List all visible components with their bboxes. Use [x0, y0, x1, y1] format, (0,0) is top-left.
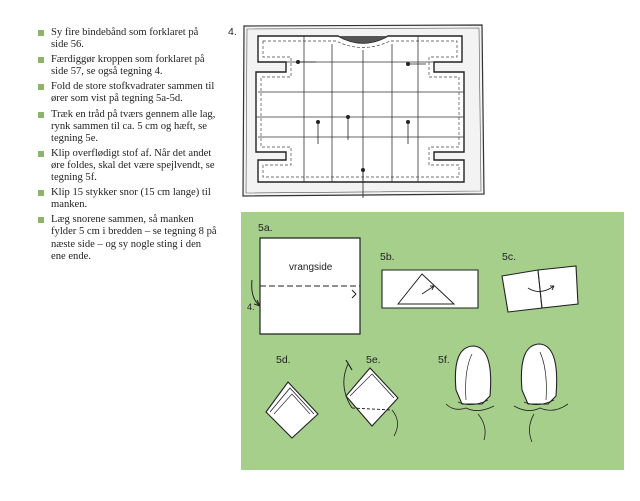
bullet-square-icon [38, 57, 44, 63]
bullet-square-icon [38, 30, 44, 36]
instruction-text: Træk en tråd på tværs gennem alle lag, rynk sammen til ca. 5 cm og hæft, se tegning 5e. [51, 108, 216, 144]
instruction-text: Færdiggør kroppen som forklaret på side 57, se også tegning 4. [51, 54, 205, 78]
figure-5b-label: 5b. [380, 251, 395, 263]
instruction-text: Læg snorene sammen, så manken fylder 5 cm i bredden – se tegning 8 på næste side – og sy nogle sting i den ene ende. [51, 214, 217, 262]
instruction-text: Klip overflødigt stof af. Når det andet øre foldes, skal det være spejlvendt, se tegning 5f. [51, 147, 215, 184]
figure-5d-label: 5d. [276, 354, 291, 366]
instruction-item [38, 187, 218, 211]
bullet-square-icon [38, 84, 44, 90]
instruction-text: Fold de store stofkvadrater sammen til ører som vist på tegning 5a-5d. [51, 81, 215, 105]
figure-5a-label: 5a. [258, 222, 273, 234]
instruction-item [38, 214, 218, 262]
figure-4-label: 4. [228, 26, 237, 38]
figure-5d-folded [262, 372, 322, 442]
figure-5a-text: vrangside [289, 262, 333, 273]
figure-5c-label: 5c. [502, 251, 517, 263]
instruction-item [38, 27, 218, 51]
instruction-text: Klip 15 stykker snor (15 cm lange) til manken. [51, 187, 211, 211]
figure-5f-ears [444, 340, 574, 450]
instruction-item [38, 148, 218, 184]
instruction-item [38, 54, 218, 78]
figure-5a-square [248, 234, 368, 344]
bullet-square-icon [38, 112, 44, 118]
instruction-list [38, 27, 218, 266]
instruction-item [38, 81, 218, 105]
bullet-square-icon [38, 151, 44, 157]
figure-5b-folded [380, 264, 485, 314]
figure-5e-label: 5e. [366, 354, 381, 366]
instruction-text: Sy fire bindebånd som forklaret på side 56. [51, 27, 199, 51]
bullet-square-icon [38, 190, 44, 196]
figure-4-body-diagram [238, 22, 488, 200]
figure-5e-threaded [336, 356, 406, 446]
figure-5c-folded [498, 260, 583, 318]
bullet-square-icon [38, 217, 44, 223]
instruction-item [38, 109, 218, 145]
figure-5a-arrow-label: 4. [247, 302, 255, 312]
figure-5f-label: 5f. [438, 354, 450, 366]
